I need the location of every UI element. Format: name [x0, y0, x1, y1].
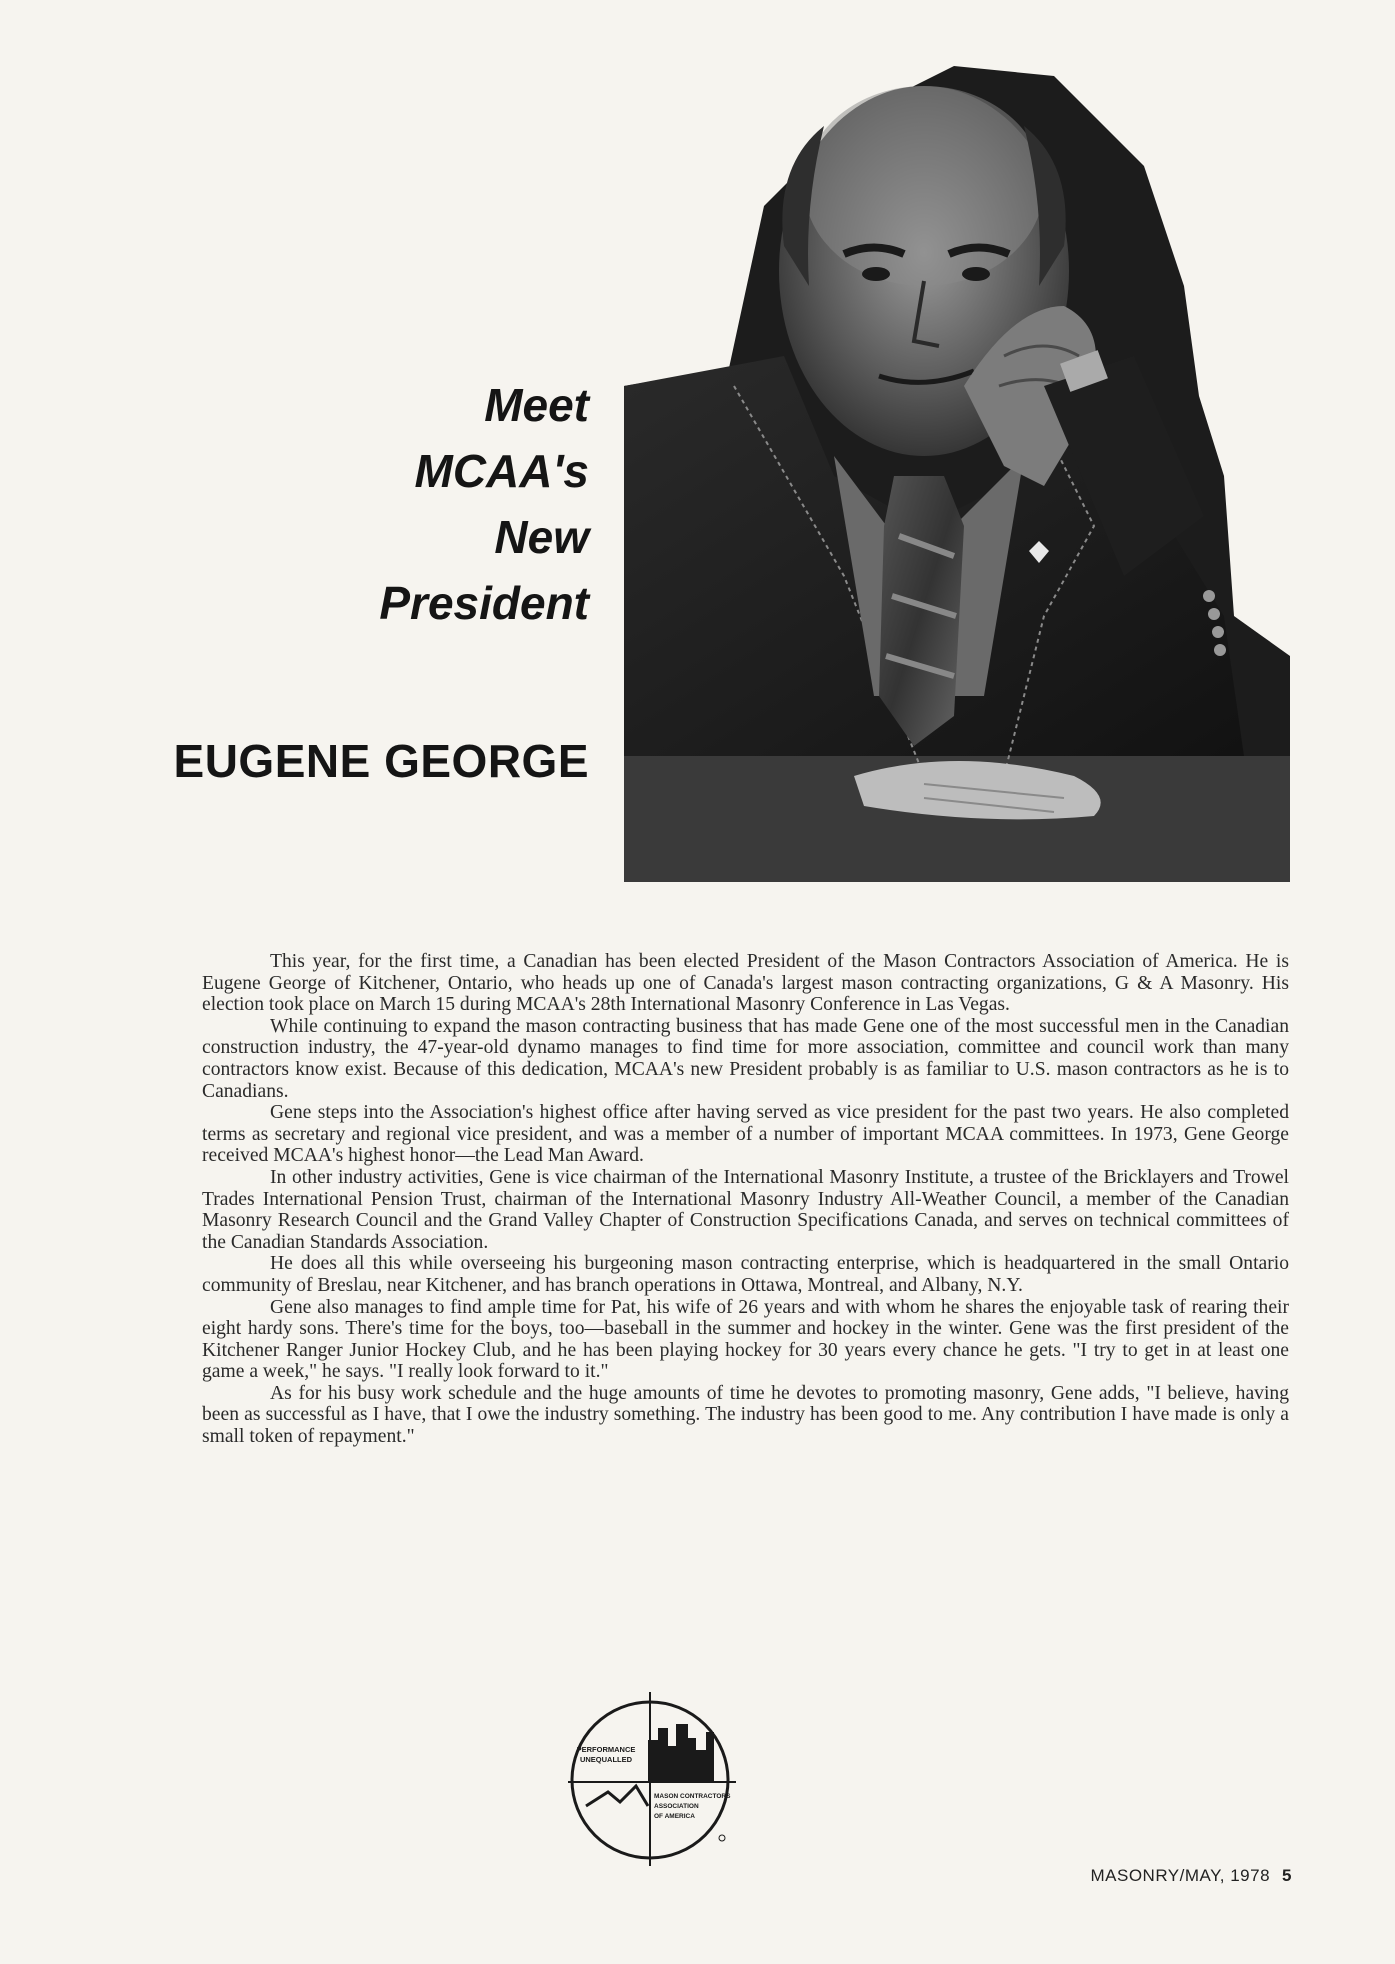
article-paragraph: Gene also manages to find ample time for Pat, his wife of 26 years and with whom he shares the enjoyable task of rearing their eight hardy sons. There's time for the boys, too—baseball in the summer and hockey in the winter. Gene was the first president of the Kitchener Ranger Junior Hockey Club, and he has been playing hockey for 30 years every chance he gets. "I try to get in at least one game a week," he says. "I really look forward to it." — [202, 1296, 1289, 1383]
publication-name: MASONRY/MAY, 1978 — [1090, 1866, 1271, 1885]
seal-text-left: UNEQUALLED — [579, 1755, 633, 1764]
article-paragraph: Gene steps into the Association's highest office after having served as vice president for the past two years. He also completed terms as secretary and regional vice president, and was a member of a number of important MCAA committees. In 1973, Gene George received MCAA's highest honor—the Lead Man Award. — [202, 1102, 1289, 1167]
heading-line: MCAA's — [414, 445, 589, 497]
article-paragraph: He does all this while overseeing his burgeoning mason contracting enterprise, which is headquartered in the small Ontario community of Breslau, near Kitchener, and has branch operations in Ottawa, Montreal, and Albany, N.Y. — [202, 1253, 1289, 1296]
page-footer — [1091, 1866, 1293, 1886]
seal-text-left: PERFORMANCE — [576, 1745, 636, 1754]
article-heading — [189, 372, 589, 636]
seal-text-right: OF AMERICA — [654, 1813, 695, 1820]
heading-line: Meet — [484, 379, 589, 431]
article-body — [202, 951, 1289, 1448]
seal-text-right: MASON CONTRACTORS — [654, 1793, 731, 1800]
page-number: 5 — [1282, 1866, 1292, 1885]
heading-line: President — [379, 577, 589, 629]
mcaa-seal-icon — [564, 1688, 746, 1870]
president-name: EUGENE GEORGE — [173, 735, 589, 787]
article-paragraph: In other industry activities, Gene is vice chairman of the International Masonry Institute, a trustee of the Bricklayers and Trowel Trades International Pension Trust, chairman of the International Masonry Industry All-Weather Council, a member of the Canadian Masonry Research Council and the Grand Valley Chapter of Construction Specifications Canada, and serves on technical committees of the Canadian Standards Association. — [202, 1166, 1289, 1253]
article-paragraph: As for his busy work schedule and the huge amounts of time he devotes to promoting masonry, Gene adds, "I believe, having been as successful as I have, that I owe the industry something. The industry has been good to me. Any contribution I have made is only a small token of repayment." — [202, 1382, 1289, 1448]
seal-text-right: ASSOCIATION — [654, 1803, 699, 1810]
portrait-photo-icon — [624, 56, 1290, 882]
article-paragraph: This year, for the first time, a Canadian has been elected President of the Mason Contractors Association of America. He is Eugene George of Kitchener, Ontario, who heads up one of Canada's largest mason contracting organizations, G & A Masonry. His election took place on March 15 during MCAA's 28th International Masonry Conference in Las Vegas. — [202, 951, 1289, 1016]
article-paragraph: While continuing to expand the mason contracting business that has made Gene one of the most successful men in the Canadian construction industry, the 47-year-old dynamo manages to find time for more association, committee and council work than many contractors know exist. Because of this dedication, MCAA's new President probably is as familiar to U.S. mason contractors as he is to Canadians. — [202, 1015, 1289, 1102]
heading-line: New — [494, 511, 589, 563]
